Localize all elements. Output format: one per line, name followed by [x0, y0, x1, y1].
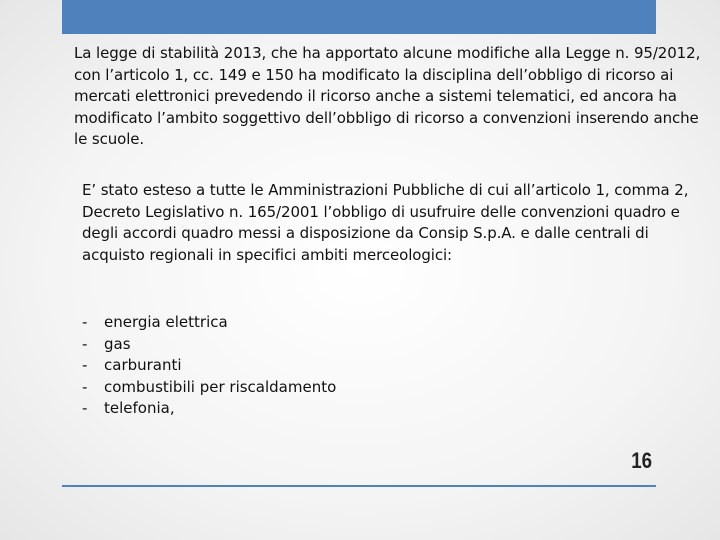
list-item-label: gas: [104, 334, 131, 353]
list-item-label: telefonia,: [104, 399, 175, 417]
bullet-dash: -: [82, 356, 88, 374]
list-item: [82, 355, 336, 377]
list-item: [82, 312, 336, 334]
page-number: 16: [631, 448, 652, 473]
paragraph-obligation-extension: E’ stato esteso a tutte le Amministrazioni Pubbliche di cui all’articolo 1, comma 2, Decreto Legislativo n. 165/2001 l’obbligo di usufruire delle convenzioni quadro e degli accordi quadro messi a disposizione da Consip S.p.A. e dalle centrali di acquisto regionali in specifici ambiti merceologici:: [82, 181, 689, 264]
list-item-label: energia elettrica: [104, 313, 228, 331]
list-item: [82, 334, 336, 356]
bullet-dash: -: [82, 377, 88, 396]
product-category-list: [82, 312, 336, 420]
list-item: [82, 377, 336, 399]
list-item-label: carburanti: [104, 356, 182, 374]
header-accent-bar: [62, 0, 656, 34]
list-item-label: combustibili per riscaldamento: [104, 377, 337, 396]
list-item: [82, 398, 336, 420]
footer-divider: [62, 485, 656, 487]
bullet-dash: -: [82, 334, 88, 353]
bullet-dash: -: [82, 313, 88, 331]
paragraph-stability-law: La legge di stabilità 2013, che ha apportato alcune modifiche alla Legge n. 95/2012, con l’articolo 1, cc. 149 e 150 ha modificato la disciplina dell’obbligo di ricorso ai mercati elettronici prevedendo il ricorso anche a sistemi telematici, ed ancora ha modificato l’ambito soggettivo dell’obbligo di ricorso a convenzioni inserendo anche le scuole.: [74, 44, 701, 148]
bullet-dash: -: [82, 399, 88, 417]
